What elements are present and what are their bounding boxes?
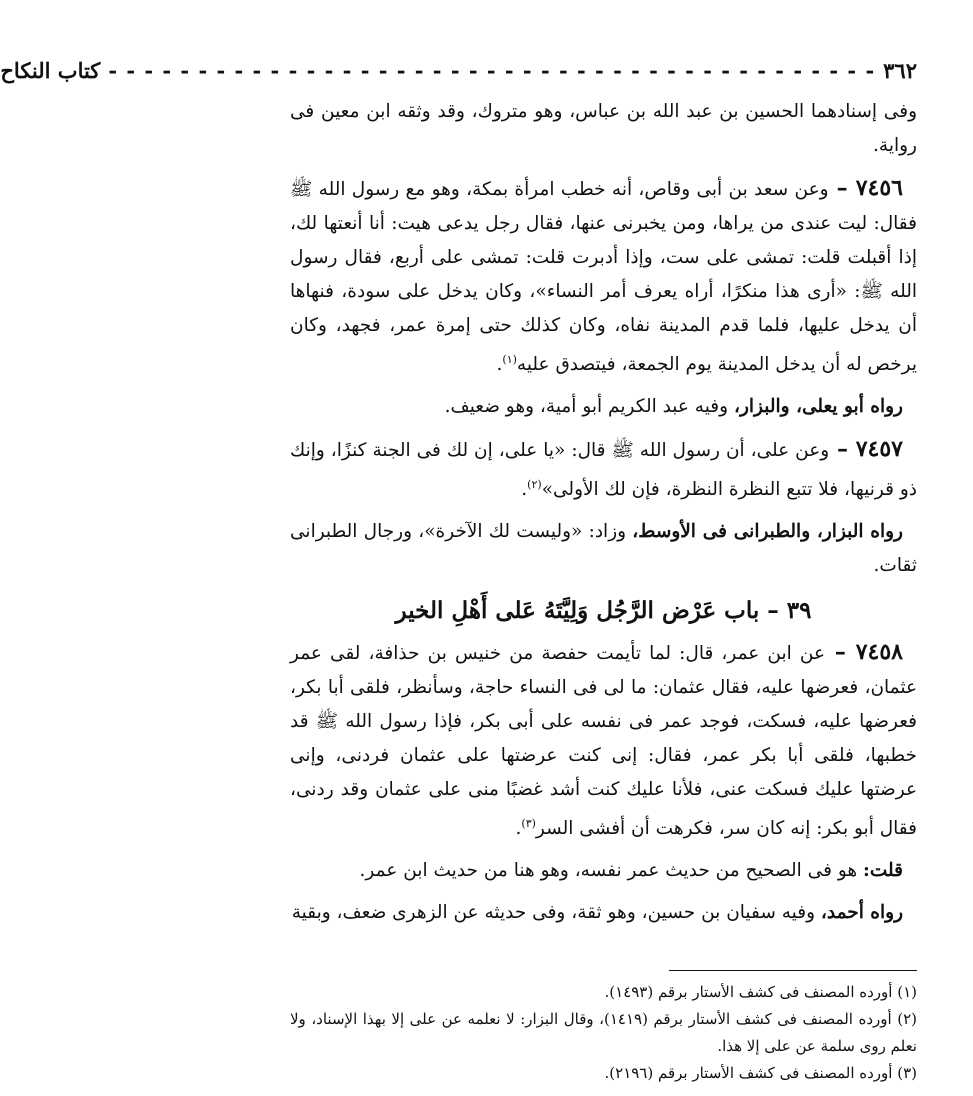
hadith-text: وعن على، أن رسول الله ﷺ قال: «يا على، إن لك فى الجنة كنزًا، وإنك ذو قرنيها، فلا تتبع النظرة النظرة، فإن لك الأولى» (290, 440, 917, 501)
footnote-2: (٢) أورده المصنف فى كشف الأستار برقم (١٤١٩)، وقال البزار: لا نعلمه عن على إلا بهذا الإسناد، ولا نعلم روى سلمة عن على إلا هذا. (290, 1010, 917, 1056)
narration-text: وفيه عبد الكريم أبو أمية، وهو ضعيف. (444, 396, 734, 418)
paragraph-tail: . (521, 479, 528, 501)
footnote-3: (٣) أورده المصنف فى كشف الأستار برقم (٢١٩٦). (604, 1064, 917, 1083)
paragraph-tail: . (515, 818, 522, 840)
hadith-number: ٧٤٥٦ (855, 175, 903, 201)
hadith-dash: – (828, 175, 856, 201)
narration-note (290, 515, 917, 583)
footnote-separator (669, 970, 917, 971)
narration-lead: رواه أبو يعلى، والبزار، (733, 396, 903, 418)
hadith-7458 (290, 635, 917, 846)
narration-text: وفيه سفيان بن حسين، وهو ثقة، وفى حديثه عن الزهرى ضعف، وبقية (291, 902, 821, 924)
footnotes (290, 979, 917, 1087)
narration-note (290, 390, 917, 424)
footnote-ref: (٣) (521, 817, 536, 831)
author-comment (290, 854, 917, 888)
hadith-number: ٧٤٥٨ (855, 639, 903, 666)
hadith-dash: – (829, 436, 856, 463)
page-header (0, 58, 917, 83)
hadith-7457 (290, 432, 917, 507)
narration-lead: رواه أحمد، (820, 902, 903, 924)
chapter-heading: ٣٩ – باب عَرْض الرَّجُل وَلِيَّتَهُ عَلى أَهْلِ الخير (395, 597, 812, 625)
narration-note (290, 896, 917, 930)
narration-lead: رواه البزار، والطبرانى فى الأوسط، (632, 521, 903, 543)
footnote-ref: (٢) (527, 478, 542, 492)
footnote-1: (١) أورده المصنف فى كشف الأستار برقم (١٤٩٣). (604, 983, 917, 1002)
hadith-dash: – (824, 639, 856, 666)
header-divider: - - - - - - - - - - - - - - - - - - - - - - - - - - - - - - - - - - - - - - - - - - - (108, 58, 876, 83)
footnote-ref: (١) (502, 353, 517, 366)
comment-lead: قلت: (863, 860, 903, 882)
narration-text: وزاد: «وليست لك الآخرة»، ورجال الطبرانى ثقات. (290, 521, 917, 577)
paragraph-continuation (290, 95, 917, 163)
hadith-text: عن ابن عمر، قال: لما تأيمت حفصة من خنيس بن حذافة، لقى عمر عثمان، فعرضها عليه، فقال عثمان: ما لى فى النساء حاجة، وسأنظر، فلقى أبا بكر، فعرضها عليه، فسكت، فوجد عمر فى نفسه على أبى بكر، فإذا رسول الله ﷺ قد خطبها، فلقى أبا بكر عمر، فقال: إنى كنت عرضتها على عثمان فردنى، وإنى عرضتها عليك فسكت عنى، فلأنا عليك كنت أشد غضبًا منى على عثمان وقد ردنى، فقال أبو بكر: إنه كان سر، فكرهت أن أفشى السر (290, 643, 917, 840)
page-number: ٣٦٢ (883, 58, 917, 83)
hadith-number: ٧٤٥٧ (855, 436, 903, 463)
hadith-7456 (290, 171, 917, 382)
hadith-text: وعن سعد بن أبى وقاص، أنه خطب امرأة بمكة، وهو مع رسول الله ﷺ فقال: ليت عندى من يراها، ومن يخبرنى عنها، فقال رجل يدعى هيت: أنا أنعتها لك، إذا أقبلت قلت: تمشى على ست، وإذا أدبرت قلت: تمشى على أربع، فقال رسول الله ﷺ: «أرى هذا منكرًا، أراه يعرف أمر النساء»، وكان يدخل على سودة، فنهاها أن يدخل عليها، فلما قدم المدينة نفاه، وكان كذلك حتى إمرة عمر، فجهد، وكان يرخص له أن يدخل المدينة يوم الجمعة، فيتصدق عليه (290, 179, 917, 376)
book-title: كتاب النكاح (0, 58, 101, 83)
paragraph-tail: . (496, 354, 503, 376)
paragraph-text: وفى إسنادهما الحسين بن عبد الله بن عباس، وهو متروك، وقد وثقه ابن معين فى رواية. (290, 101, 917, 156)
comment-text: هو فى الصحيح من حديث عمر نفسه، وهو هنا من حديث ابن عمر. (359, 860, 864, 882)
